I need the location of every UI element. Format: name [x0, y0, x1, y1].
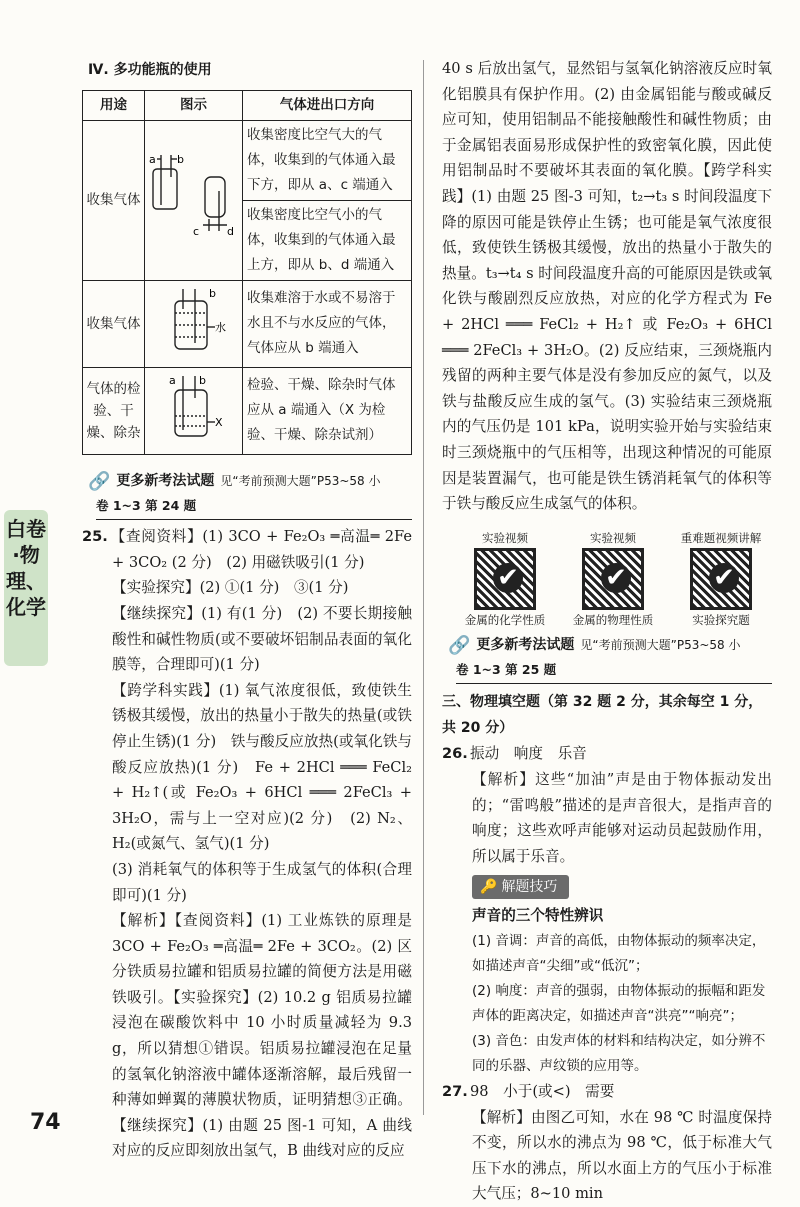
qr-label-bottom: 实验探究题: [692, 612, 750, 627]
tips-item: (2) 响度：声音的强弱，由物体振动的振幅和距发声体的距离决定，如描述声音“洪亮”“响亮”；: [472, 983, 766, 1025]
qr-item[interactable]: [570, 531, 656, 627]
question-26: [442, 741, 772, 1079]
q25-part-5: (3) 消耗氧气的体积等于生成氢气的体积(合理即可)(1 分): [112, 860, 412, 904]
q25-part-4: 【跨学科实践】(1) 氧气浓度很低，致使铁生锈极其缓慢，放出的热量小于散失的热量(或铁停止生锈)(1 分) 铁与酸反应放热(或氧化铁与酸反应放热)(1 分) Fe + 2HCl ═══ FeCl₂ + H₂↑(或 Fe₂O₃ + 6HCl ═══ 2FeCl₃ + 3H₂O，需与上一空对应)(2 分) (2) N₂、H₂(或氮气、氢气)(1 分): [112, 681, 412, 853]
table-header-direction: 气体进出口方向: [243, 90, 412, 120]
direction-text-1: 收集密度比空气大的气体，收集到的气体通入最下方，即从 a、c 端通入: [247, 126, 396, 193]
answer-text: 【查阅资料】(1) 3CO + Fe₂O₃ ═高温═ 2Fe + 3CO₂ (2 分) (2) 用磁铁吸引(1 分): [110, 528, 412, 571]
tips-item: (3) 音色：由发声体的材料和结构决定，如分辨不同的乐器、声纹锁的应用等。: [472, 1033, 766, 1075]
bottle-figure-2: [145, 280, 243, 367]
table-cell-use: 收集气体: [83, 120, 145, 280]
more-sub: 卷 1~3 第 24 题: [96, 496, 412, 520]
qr-label-top: 重难题视频讲解: [680, 530, 762, 545]
qr-code-icon[interactable]: [690, 548, 752, 610]
left-column: [82, 56, 412, 1164]
page-number: 74: [30, 1110, 61, 1135]
q25-part-1: [82, 524, 412, 575]
table-row: [83, 120, 412, 280]
q27-explanation: 【解析】由图乙可知，水在 98 ℃ 时温度保持不变，所以水的沸点为 98 ℃，低于标准大气压下水的沸点，所以水面上方的气压小于标准大气压；8~10 min: [472, 1108, 772, 1203]
more-title: 更多新考法试题: [116, 472, 215, 489]
more-note: 见“考前预测大题”P53~58 小: [580, 637, 741, 652]
svg-text:a: a: [168, 373, 176, 387]
side-tab: 白卷·物理、化学: [4, 510, 48, 666]
reagent-bottle-icon: [147, 372, 241, 442]
table-header-figure: 图示: [145, 90, 243, 120]
table-row: [83, 280, 412, 367]
qr-code-icon[interactable]: [582, 548, 644, 610]
water-bottle-icon: [147, 285, 241, 355]
section-heading: 三、物理填空题（第 32 题 2 分，其余每空 1 分，共 20 分）: [442, 694, 763, 736]
q27-answer: [442, 1079, 772, 1105]
section-title: Ⅳ. 多功能瓶的使用: [88, 62, 212, 78]
table-cell-text: [243, 120, 412, 280]
qr-label-bottom: 金属的物理性质: [572, 612, 654, 627]
more-questions-banner: [448, 633, 772, 659]
svg-text:水: 水: [214, 320, 226, 334]
cell-separator: [243, 200, 411, 201]
qr-item[interactable]: [462, 531, 548, 627]
svg-text:d: d: [226, 225, 234, 239]
svg-text:X: X: [214, 415, 223, 429]
right-column: [442, 56, 772, 1207]
q25-part-2: 【实验探究】(2) ①(1 分) ③(1 分): [112, 579, 349, 597]
key-icon: 🔑: [480, 879, 498, 896]
question-number: 27.: [442, 1083, 468, 1101]
qr-label-bottom: 金属的化学性质: [464, 612, 546, 627]
direction-text-2: 收集密度比空气小的气体，收集到的气体通入最上方，即从 b、d 端通入: [247, 206, 396, 273]
table-cell-text: 收集难溶于水或不易溶于水且不与水反应的气体，气体应从 b 端通入: [243, 280, 412, 367]
q26-explanation: 【解析】这些“加油”声是由于物体振动发出的；“雷鸣般”描述的是声音很大，是指声音的响度；这些欢呼声能够对运动员起鼓励作用，所以属于乐音。: [472, 771, 772, 865]
qr-item[interactable]: [678, 531, 764, 627]
table-header-use: 用途: [83, 90, 145, 120]
svg-text:a: a: [148, 153, 156, 167]
question-number: 25.: [82, 528, 108, 546]
tips-item: (1) 音调：声音的高低，由物体振动的频率决定，如描述声音“尖细”或“低沉”；: [472, 933, 766, 975]
svg-text:b: b: [198, 373, 206, 387]
q26-answer: [442, 741, 772, 767]
multi-bottle-table: [82, 90, 412, 455]
table-cell-text: 检验、干燥、除杂时气体应从 a 端通入（X 为检验、干燥、除杂试剂）: [243, 367, 412, 454]
more-sub: 卷 1~3 第 25 题: [456, 660, 772, 684]
svg-text:b: b: [176, 153, 184, 167]
qr-code-row: [462, 531, 764, 627]
table-cell-use: 收集气体: [83, 280, 145, 367]
table-row: [83, 367, 412, 454]
qr-label-top: 实验视频: [590, 530, 636, 545]
table-cell-use: 气体的检验、干燥、除杂: [83, 367, 145, 454]
more-note: 见“考前预测大题”P53~58 小: [220, 473, 381, 488]
column-divider: [423, 60, 424, 1115]
bottle-figure-3: [145, 367, 243, 454]
q25-part-3: 【继续探究】(1) 有(1 分) (2) 不要长期接触酸性和碱性物质(或不要破坏铝制品表面的氧化膜等，合理即可)(1 分): [112, 604, 412, 674]
more-title: 更多新考法试题: [476, 636, 575, 653]
link-icon: 🔗: [88, 470, 111, 492]
q25-explanation: 【解析】【查阅资料】(1) 工业炼铁的原理是 3CO + Fe₂O₃ ═高温═ 2Fe + 3CO₂。(2) 区分铁质易拉罐和铝质易拉罐的简便方法是用磁铁吸引。【实验探究】(2) 10.2 g 铝质易拉罐浸泡在碳酸饮料中 10 小时质量减轻为 9.3 g，所以猜想①错误。铝质易拉罐浸泡在足量的氢氧化钠溶液中罐体逐渐溶解，最后残留一种薄如蝉翼的薄膜状物质，证明猜想③正确。【继续探究】(1) 由题 25 图-1 可知，A 曲线对应的反应即刻放出氢气，B 曲线对应的反应: [112, 912, 412, 1160]
qr-code-icon[interactable]: [474, 548, 536, 610]
question-number: 26.: [442, 745, 468, 763]
question-25: [82, 524, 412, 1164]
bottle-figure-1: [145, 120, 243, 280]
answer-text: 98 小于(或<) 需要: [470, 1083, 615, 1101]
svg-text:b: b: [208, 286, 216, 300]
more-questions-banner: [88, 469, 412, 495]
tips-badge-label: 解题技巧: [501, 879, 558, 896]
qr-label-top: 实验视频: [482, 530, 528, 545]
question-27: [442, 1079, 772, 1207]
link-icon: 🔗: [448, 634, 471, 656]
bottle-ab-cd-icon: [147, 141, 241, 251]
tips-list: [472, 929, 772, 1079]
answer-text: 振动 响度 乐音: [470, 745, 587, 763]
tips-title: 声音的三个特性辨识: [472, 907, 604, 925]
q25-explanation-continued: 40 s 后放出氢气，显然铝与氢氧化钠溶液反应时氧化铝膜具有保护作用。(2) 由金属铝能与酸或碱反应可知，使用铝制品不能接触酸性和碱性物质；由于金属铝表面易形成保护性的致密氧化膜，因此使用铝制品时不要破坏其表面的氧化膜。【跨学科实践】(1) 由题 25 图-3 可知，t₂→t₃ s 时间段温度下降的原因可能是铁停止生锈；也可能是氧气浓度很低，致使铁生锈极其缓慢，放出的热量小于散失的热量。t₃→t₄ s 时间段温度升高的可能原因是铁或氧化铁与酸剧烈反应放热，对应的化学方程式为 Fe + 2HCl ═══ FeCl₂ + H₂↑ 或 Fe₂O₃ + 6HCl ═══ 2FeCl₃ + 3H₂O。(2) 反应结束，三颈烧瓶内残留的两种主要气体是没有参加反应的氮气，以及铁与盐酸反应生成的氢气。(3) 实验结束三颈烧瓶内的气压仍是 101 kPa，说明实验开始与实验结束时三颈烧瓶中的气压相等，出现这种情况的可能原因是装置漏气，也可能是铁生锈消耗氧气的体积等于铁与酸反应生成氢气的体积。: [442, 60, 772, 513]
svg-text:c: c: [192, 225, 199, 239]
tips-badge: [472, 875, 569, 899]
